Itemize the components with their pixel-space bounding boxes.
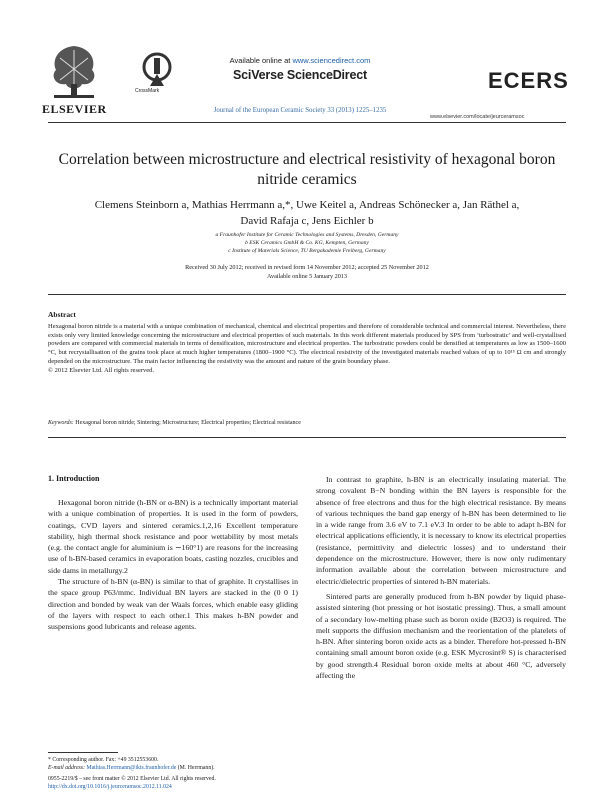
email-line	[48, 764, 298, 772]
abstract-copyright: © 2012 Elsevier Ltd. All rights reserved.	[48, 366, 155, 374]
publisher-name: ELSEVIER	[42, 102, 107, 116]
available-date: Available online 5 January 2013	[267, 272, 347, 280]
email-link[interactable]: Mathias.Herrmann@ikts.fraunhofer.de	[86, 765, 177, 771]
crossmark-label: CrossMark	[135, 88, 160, 94]
keywords-list: Hexagonal boron nitride; Sintering; Microstructure; Electrical properties; Electrical resistance	[75, 420, 301, 426]
author-list	[60, 197, 554, 229]
corresponding-author: * Corresponding author. Fax: +49 3512553600.	[48, 757, 159, 763]
footnote-divider	[48, 752, 118, 753]
article-title: Correlation between microstructure and electrical resistivity of hexagonal boron nitride ceramics	[58, 151, 556, 188]
abstract-text: Hexagonal boron nitride is a material with a unique combination of mechanical, chemical and electrical properties and therefore of considerable technical and commercial interest. Nevertheless, there exists only very limited knowledge concerning the microstructure and electrical properties of such materials. In this work different materials produced by SPS from ‘turbostratic’ and well-crystallised powders are compared with commercial materials in terms of densification, microstructure and electrical properties. The turbostratic powders could be densified at temperatures as low as 1500–1600 °C, but recrystallisation of the grains took place at much higher temperatures (1800–1900 °C). The electrical resistivity of the investigated materials reached values of up to 10¹⁵ Ω cm and strongly depended on the microstructure. The main factor influencing the resistivity was the amount and nature of the grain boundary phase.	[48, 323, 566, 365]
left-column	[48, 497, 298, 633]
authors-line-2: David Rafaja c, Jens Eichler b	[240, 215, 374, 227]
issn-line: 0955-2219/$ – see front matter © 2012 Elsevier Ltd. All rights reserved.	[48, 776, 216, 782]
received-dates: Received 30 July 2012; received in revised form 14 November 2012; accepted 25 November 2012	[185, 264, 429, 271]
sciencedirect-link[interactable]: www.sciencedirect.com	[292, 56, 371, 65]
authors-line-1: Clemens Steinborn a, Mathias Herrmann a,*, Uwe Keitel a, Andreas Schönecker a, Jan Räthel a,	[94, 199, 520, 211]
abstract-bottom-divider	[48, 437, 566, 438]
header-divider	[48, 122, 566, 123]
affiliation-a: a Fraunhofer Institute for Ceramic Technologies and Systems, Dresden, Germany	[215, 232, 399, 238]
available-online-text: Available online at	[229, 56, 293, 65]
paragraph: In contrast to graphite, h-BN is an electrically insulating material. The strong covalent B−N bonding within the BN layers is responsible for the absence of free electrons and thus for the high electrical resistance. By means of various techniques the band gap energy of h-BN has been determined to lie in a wide range from 3.6 eV to 7.1 eV.3 In order to be able to adapt h-BN for electrical applications efficiently, it is necessary to know its electrical properties (resistance, permittivity and dielectric losses) and to understand their dependence on the microstructure. However, there is now only rudimentary information available about the correlation between microstructure and electric/dielectric properties of sintered h-BN materials.	[316, 475, 566, 586]
elsevier-tree-icon	[46, 40, 102, 100]
keywords-label: Keywords:	[48, 420, 74, 426]
affiliations	[100, 231, 514, 256]
email-label: E-mail address:	[48, 765, 85, 771]
affiliation-b: b ESK Ceramics GmbH & Co. KG, Kempten, Germany	[245, 240, 369, 247]
paragraph: The structure of h-BN (α-BN) is similar to that of graphite. It crystallises in the space group P63/mmc. Individual BN layers are stacked in the (0 0 1) direction and bonded by weak van der Waals forces, which enable easy gliding of the layers with respect to each other.1 This makes h-BN powder and suspensions good lubricants and release agents.	[48, 577, 298, 632]
abstract-body	[48, 323, 566, 375]
society-logo: ECERS	[488, 68, 569, 93]
paragraph: Sintered parts are generally produced from h-BN powder by liquid phase-assisted sintering (hot pressing or hot isostatic pressing). Thus, a small amount of a secondary low-melting phase such as boron oxide (B2O3) is required. The melt supports the diffusion mechanism and the reorientation of the platelets of h-BN. After sintering boron oxide acts as a binder. Therefore hot-pressed h-BN containing small amount boron oxide (e.g. ESK Mycrosint® S) is characterised by good strength.4 Residual boron oxide melts at about 460 °C, adversely affecting the	[316, 591, 566, 681]
affiliation-c: c Institute of Materials Science, TU Bergakademie Freiberg, Germany	[228, 248, 386, 255]
doi-link[interactable]: http://dx.doi.org/10.1016/j.jeurceramsoc.2012.11.024	[48, 784, 172, 790]
available-online	[205, 56, 395, 65]
journal-homepage-url[interactable]: www.elsevier.com/locate/jeurceramsoc	[430, 114, 525, 120]
section-heading-introduction: 1. Introduction	[48, 474, 100, 483]
platform-name: SciVerse ScienceDirect	[233, 68, 367, 82]
paragraph: Hexagonal boron nitride (h-BN or α-BN) is a technically important material with a unique combination of properties. It is used in the form of powders, coatings, CVD layers and sintered ceramics.1,2,16 Excellent temperature stability, high thermal shock resistance and poor wettability by most metals (e.g. the contact angle for aluminium is ∼160°1) are reasons for the increasing use of h-BN-based ceramics in evaporation boats, casting nozzles, crucibles and side dams in metallurgy.2	[48, 498, 298, 575]
email-owner: (M. Herrmann).	[177, 765, 215, 771]
right-column	[316, 474, 566, 681]
corresponding-author-note	[48, 756, 298, 772]
journal-reference[interactable]: Journal of the European Ceramic Society 33 (2013) 1225–1235	[213, 107, 387, 114]
front-matter-info	[48, 775, 348, 791]
crossmark-icon[interactable]	[142, 52, 172, 90]
article-dates	[100, 264, 514, 281]
keywords	[48, 420, 301, 426]
abstract-heading: Abstract	[48, 310, 76, 319]
abstract-top-divider	[48, 294, 566, 295]
